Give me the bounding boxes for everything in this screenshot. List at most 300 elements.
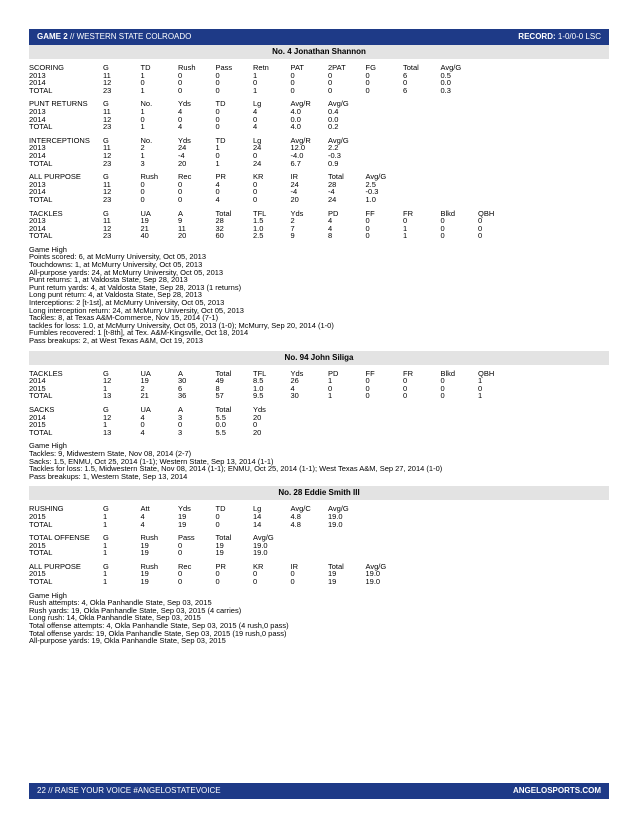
stats-table <box>29 505 366 528</box>
column-header: Blkd <box>440 208 456 218</box>
table-cell: 30 <box>290 391 299 401</box>
table-cell: 1 <box>103 420 108 430</box>
table-cell: TOTAL <box>29 158 53 168</box>
stats-table <box>29 137 366 167</box>
game-high-item: Tackles: 8, at Texas A&M-Commerce, Nov 15, 2014 (7-1) <box>29 313 219 323</box>
table-cell: 2013 <box>29 70 46 80</box>
game-high-item: Punt return yards: 4, at Valdosta State, Sep 28, 2013 (1 returns) <box>29 282 242 292</box>
column-header: PAT <box>290 63 304 72</box>
table-cell: 11 <box>103 216 111 226</box>
table-cell: 8.5 <box>253 376 264 386</box>
table-row <box>29 87 478 95</box>
table-cell: 0 <box>140 187 145 197</box>
table-cell: 2015 <box>29 420 46 430</box>
table-cell: 0 <box>440 223 445 233</box>
column-header: INTERCEPTIONS <box>29 135 90 145</box>
table-cell: 3 <box>178 412 183 422</box>
game-title <box>37 29 191 45</box>
column-header: Avg/G <box>365 561 387 571</box>
stats-table <box>29 173 403 203</box>
column-header: Avg/G <box>365 172 387 182</box>
table-cell: 0 <box>365 70 370 80</box>
table-cell: 0 <box>178 569 183 579</box>
table-cell: 0 <box>215 569 220 579</box>
table-cell: 23 <box>103 122 112 132</box>
table-cell: 24 <box>253 158 262 168</box>
table-cell: -0.3 <box>328 150 341 160</box>
column-header: Avg/C <box>290 504 311 514</box>
table-cell: 0 <box>328 70 333 80</box>
column-header: FR <box>403 208 413 218</box>
game-high-item: Rush attempts: 4, Okla Panhandle State, Sep 03, 2015 <box>29 598 212 608</box>
table-cell: 21 <box>140 391 149 401</box>
table-cell: 1 <box>478 391 483 401</box>
column-header: TACKLES <box>29 208 63 218</box>
table-cell: 0 <box>215 511 220 521</box>
column-header: TD <box>215 99 226 109</box>
column-header: Retn <box>253 63 269 72</box>
table-cell: TOTAL <box>29 85 53 95</box>
table-cell: 4 <box>328 216 333 226</box>
column-header: KR <box>253 561 264 571</box>
column-header: Total <box>403 63 419 72</box>
table-cell: -0.3 <box>365 187 379 197</box>
table-cell: 4 <box>178 122 183 132</box>
table-cell: 5.5 <box>215 412 226 422</box>
table-cell: 14 <box>253 519 262 529</box>
game-high-item: Pass breakups: 1, Western State, Sep 13, 2014 <box>29 471 188 481</box>
table-cell: TOTAL <box>29 519 53 529</box>
table-cell: 6 <box>403 85 408 95</box>
table-cell: 0 <box>365 78 370 88</box>
table-cell: 1 <box>103 540 108 550</box>
table-cell: 19.0 <box>253 548 268 558</box>
table-cell: 26 <box>290 376 299 386</box>
column-header: Rush <box>140 172 159 182</box>
table-cell: 0 <box>440 376 445 386</box>
table-cell: 12 <box>103 114 112 124</box>
header-bar <box>29 29 609 45</box>
table-cell: 0 <box>478 231 483 241</box>
table-cell: 14 <box>253 511 262 521</box>
table-cell: TOTAL <box>29 577 53 587</box>
column-header: Total <box>215 533 232 543</box>
table-header-row <box>29 505 366 513</box>
table-cell: 0 <box>140 78 145 88</box>
column-header: G <box>103 404 109 414</box>
column-header: PD <box>328 208 339 218</box>
table-row <box>29 429 291 437</box>
column-header: PD <box>328 368 339 378</box>
table-cell: 0 <box>178 187 183 197</box>
table-cell: 0 <box>440 231 445 241</box>
table-cell: TOTAL <box>29 231 53 241</box>
table-cell: 32 <box>215 223 224 233</box>
table-cell: 0.9 <box>328 158 339 168</box>
game-high-item: Touchdowns: 1, at McMurry University, Oct 05, 2013 <box>29 260 203 270</box>
table-cell: 0 <box>290 85 295 95</box>
column-header: UA <box>140 368 151 378</box>
table-cell: 0 <box>440 383 445 393</box>
table-cell: 4 <box>328 223 333 233</box>
column-header: Att <box>140 504 150 514</box>
table-cell: 0 <box>290 78 295 88</box>
column-header: A <box>178 208 184 218</box>
column-header: G <box>103 172 109 182</box>
record-label: RECORD: <box>518 32 556 41</box>
table-cell: 1 <box>328 391 333 401</box>
column-header: Avg/G <box>328 504 349 514</box>
column-header: G <box>103 99 109 109</box>
table-row <box>29 578 403 586</box>
table-cell: 20 <box>178 158 187 168</box>
column-header: TFL <box>253 368 267 378</box>
table-cell: 1 <box>478 376 483 386</box>
table-cell: 0 <box>253 187 258 197</box>
column-header: Blkd <box>440 368 456 378</box>
table-cell: 0 <box>440 391 445 401</box>
table-cell: 0 <box>365 216 370 226</box>
table-cell: 0 <box>403 376 408 386</box>
column-header: Rec <box>178 172 192 182</box>
game-high-item: Interceptions: 2 [t-1st], at McMurry University, Oct 05, 2013 <box>29 298 225 308</box>
table-cell: 19.0 <box>365 577 381 587</box>
table-cell: 0 <box>140 179 145 189</box>
table-cell: 2015 <box>29 511 46 521</box>
column-header: KR <box>253 172 264 182</box>
game-high-item: Long punt return: 4, at Valdosta State, Sep 28, 2013 <box>29 290 202 300</box>
table-cell: TOTAL <box>29 391 53 401</box>
table-cell: 19 <box>178 519 187 529</box>
table-cell: 8 <box>328 231 333 241</box>
table-cell: 36 <box>178 391 187 401</box>
game-high-item: tackles for loss: 1.0, at McMurry University, Oct 05, 2013 (1-0); McMurry, Sep 20, 2014 (1-0) <box>29 320 334 330</box>
table-cell: 9 <box>178 216 183 226</box>
table-cell: 0.4 <box>328 106 339 116</box>
column-header: G <box>103 504 109 514</box>
column-header: IR <box>290 172 298 182</box>
table-header-row <box>29 406 291 414</box>
column-header: TD <box>215 135 226 145</box>
table-row <box>29 521 366 529</box>
table-cell: 4 <box>140 511 145 521</box>
column-header: Rec <box>178 561 192 571</box>
stats-table <box>29 100 366 130</box>
table-cell: 0 <box>365 391 370 401</box>
table-cell: 0 <box>365 376 370 386</box>
table-cell: 1 <box>140 122 145 132</box>
table-cell: 20 <box>253 427 262 437</box>
game-high-item: Fumbles recovered: 1 [t-8th], at Tex. A&M-Kingsville, Oct 18, 2014 <box>29 328 249 338</box>
table-cell: 23 <box>103 231 112 241</box>
table-cell: 1 <box>403 231 408 241</box>
table-cell: 1 <box>140 70 145 80</box>
table-cell: 49 <box>215 376 224 386</box>
table-row <box>29 123 366 131</box>
table-cell: 0 <box>215 114 220 124</box>
column-header: Rush <box>140 533 159 543</box>
game-high-title: Game High <box>29 590 67 600</box>
column-header: Avg/G <box>328 135 349 145</box>
table-cell: 19 <box>140 569 149 579</box>
column-header: Yds <box>178 504 191 514</box>
table-cell: 19 <box>140 216 149 226</box>
table-cell: 2013 <box>29 106 46 116</box>
game-high-item: Pass breakups: 2, at West Texas A&M, Oct 19, 2013 <box>29 336 203 345</box>
table-cell: 1 <box>328 376 333 386</box>
stats-table <box>29 406 291 436</box>
table-cell: 23 <box>103 85 112 95</box>
table-row <box>29 421 291 429</box>
game-high-item: All-purpose yards: 19, Okla Panhandle State, Sep 03, 2015 <box>29 636 226 646</box>
table-cell: 0 <box>140 114 145 124</box>
table-cell: 0 <box>440 216 445 226</box>
table-cell: 1.0 <box>253 223 264 233</box>
column-header: QBH <box>478 208 495 218</box>
stats-table <box>29 64 478 94</box>
table-cell: 0 <box>478 216 483 226</box>
table-cell: 3 <box>140 158 145 168</box>
table-cell: 0 <box>253 114 258 124</box>
table-cell: 0 <box>365 223 370 233</box>
column-header: PR <box>215 561 226 571</box>
table-cell: 1 <box>253 70 258 80</box>
table-cell: 24 <box>253 143 262 153</box>
column-header: G <box>103 63 109 72</box>
column-header: A <box>178 404 184 414</box>
game-high-list <box>29 442 609 480</box>
table-header-row <box>29 534 291 542</box>
table-cell: 0 <box>215 577 220 587</box>
game-high-item: Long interception return: 24, at McMurry University, Oct 05, 2013 <box>29 305 244 315</box>
table-cell: TOTAL <box>29 427 53 437</box>
table-cell: 1 <box>103 577 108 587</box>
table-cell: 2014 <box>29 412 46 422</box>
table-cell: 0 <box>253 569 258 579</box>
table-row <box>29 152 366 160</box>
table-cell: 20 <box>253 412 262 422</box>
table-cell: 19 <box>328 569 337 579</box>
table-cell: 2013 <box>29 216 46 226</box>
table-cell: 2014 <box>29 187 46 197</box>
table-cell: 6 <box>178 383 183 393</box>
table-cell: 4.8 <box>290 519 301 529</box>
table-cell: 23 <box>103 194 112 204</box>
column-header: RUSHING <box>29 504 64 514</box>
table-cell: 24 <box>328 194 337 204</box>
table-cell: TOTAL <box>29 548 53 558</box>
column-header: FF <box>365 368 375 378</box>
table-cell: 0 <box>215 150 220 160</box>
table-cell: 12.0 <box>290 143 306 153</box>
table-cell: -4.0 <box>290 150 304 160</box>
table-cell: 1 <box>403 223 408 233</box>
column-header: QBH <box>478 368 495 378</box>
column-header: TOTAL OFFENSE <box>29 533 90 543</box>
table-cell: 11 <box>103 106 111 116</box>
column-header: FF <box>365 208 375 218</box>
table-cell: 0 <box>403 78 408 88</box>
table-cell: 0.5 <box>440 70 451 80</box>
table-cell: 1 <box>140 150 145 160</box>
column-header: G <box>103 561 109 571</box>
table-cell: 19 <box>140 577 149 587</box>
game-label: GAME 2 <box>37 32 68 41</box>
table-cell: 1.0 <box>365 194 376 204</box>
table-cell: 4 <box>215 194 220 204</box>
table-cell: 0 <box>140 194 145 204</box>
table-cell: TOTAL <box>29 194 53 204</box>
table-cell: 4 <box>140 519 145 529</box>
table-cell: 40 <box>140 231 149 241</box>
table-cell: 4 <box>253 106 258 116</box>
table-cell: 0.3 <box>440 85 451 95</box>
column-header: SCORING <box>29 63 65 72</box>
table-cell: 19.0 <box>328 511 343 521</box>
table-cell: 19 <box>215 540 224 550</box>
table-cell: 0 <box>365 383 370 393</box>
column-header: Lg <box>253 135 262 145</box>
table-cell: 2 <box>140 383 145 393</box>
table-cell: 12 <box>103 150 112 160</box>
record-value: 1-0/0-0 LSC <box>555 32 601 41</box>
table-cell: 4.0 <box>290 106 301 116</box>
column-header: IR <box>290 561 298 571</box>
column-header: Total <box>215 368 232 378</box>
table-cell: 20 <box>178 231 187 241</box>
table-cell: 0 <box>215 519 220 529</box>
table-cell: 0 <box>328 78 333 88</box>
table-cell: 4.8 <box>290 511 301 521</box>
table-cell: 0.0 <box>215 420 226 430</box>
table-cell: 0 <box>253 78 258 88</box>
game-high-item: Tackles: 9, Midwestern State, Nov 08, 2014 (2-7) <box>29 448 192 458</box>
table-cell: 12 <box>103 412 112 422</box>
table-cell: 4 <box>253 122 258 132</box>
table-cell: 28 <box>328 179 337 189</box>
table-row <box>29 144 366 152</box>
table-cell: 4 <box>215 179 220 189</box>
column-header: Yds <box>290 368 304 378</box>
table-cell: 6.7 <box>290 158 301 168</box>
column-header: G <box>103 135 109 145</box>
table-cell: TOTAL <box>29 122 53 132</box>
player-heading: No. 28 Eddie Smith III <box>29 486 609 500</box>
table-cell: 1 <box>215 158 220 168</box>
table-cell: 19 <box>140 376 149 386</box>
table-cell: 12 <box>103 223 112 233</box>
column-header: G <box>103 533 109 543</box>
column-header: UA <box>140 208 151 218</box>
table-cell: 1 <box>103 383 108 393</box>
table-cell: 0 <box>365 231 370 241</box>
table-cell: 57 <box>215 391 224 401</box>
table-cell: 2014 <box>29 78 46 88</box>
game-high-item: Tackles for loss: 1.5, Midwestern State, Nov 08, 2014 (1-1); ENMU, Oct 25, 2014 (1-1); West Texas A&M, Sep 27, 2014 (1-0) <box>29 464 443 474</box>
table-cell: 0 <box>253 194 258 204</box>
table-cell: 0 <box>178 85 183 95</box>
column-header: TD <box>140 63 151 72</box>
table-cell: 1 <box>253 85 258 95</box>
table-cell: 19.0 <box>365 569 381 579</box>
table-cell: 19 <box>140 540 149 550</box>
table-cell: 2 <box>140 143 145 153</box>
table-row <box>29 549 291 557</box>
table-cell: 8 <box>215 383 220 393</box>
table-cell: 2015 <box>29 540 46 550</box>
table-row <box>29 116 366 124</box>
column-header: FG <box>365 63 376 72</box>
table-cell: -4 <box>290 187 298 197</box>
table-cell: 0 <box>478 383 483 393</box>
table-cell: 1 <box>103 519 108 529</box>
table-cell: 0 <box>328 85 333 95</box>
table-cell: 0 <box>178 577 183 587</box>
column-header: Yds <box>253 404 266 414</box>
table-cell: 2014 <box>29 223 46 233</box>
table-cell: 23 <box>103 158 112 168</box>
table-cell: 0.0 <box>328 114 339 124</box>
game-high-item: Punt returns: 1, at Valdosta State, Sep 28, 2013 <box>29 275 188 285</box>
table-cell: 24 <box>178 143 187 153</box>
column-header: UA <box>140 404 151 414</box>
table-row <box>29 542 291 550</box>
table-cell: 4.0 <box>290 122 301 132</box>
column-header: ALL PURPOSE <box>29 172 81 182</box>
game-high-item: Points scored: 6, at McMurry University, Oct 05, 2013 <box>29 252 207 262</box>
game-high-item: Total offense yards: 19, Okla Panhandle State, Sep 03, 2015 (19 rush,0 pass) <box>29 628 287 638</box>
table-cell: 2.5 <box>365 179 376 189</box>
table-cell: 1 <box>103 511 108 521</box>
column-header: PR <box>215 172 226 182</box>
table-cell: 30 <box>178 376 187 386</box>
table-cell: 5.5 <box>215 427 226 437</box>
table-cell: 13 <box>103 391 112 401</box>
game-high-item: Rush yards: 19, Okla Panhandle State, Sep 03, 2015 (4 carries) <box>29 605 242 615</box>
table-cell: 1 <box>103 569 108 579</box>
table-cell: 0 <box>178 114 183 124</box>
game-high-item: All-purpose yards: 24, at McMurry University, Oct 05, 2013 <box>29 267 224 277</box>
column-header: TACKLES <box>29 368 63 378</box>
column-header: TFL <box>253 208 267 218</box>
table-cell: 2.2 <box>328 143 339 153</box>
column-header: Lg <box>253 504 262 514</box>
column-header: No. <box>140 99 153 109</box>
table-cell: 12 <box>103 78 112 88</box>
table-cell: 0.0 <box>440 78 451 88</box>
table-cell: 0.2 <box>328 122 339 132</box>
table-cell: 11 <box>103 179 111 189</box>
table-cell: 2013 <box>29 143 46 153</box>
game-high-title: Game High <box>29 441 67 451</box>
column-header: Total <box>328 172 344 182</box>
column-header: PUNT RETURNS <box>29 99 88 109</box>
table-cell: 4 <box>178 106 183 116</box>
table-cell: 4 <box>140 412 145 422</box>
table-cell: 19 <box>215 548 224 558</box>
player-heading: No. 4 Jonathan Shannon <box>29 45 609 59</box>
column-header: Rush <box>140 561 159 571</box>
table-row <box>29 414 291 422</box>
table-cell: 0 <box>403 391 408 401</box>
table-cell: 2014 <box>29 150 46 160</box>
table-cell: 60 <box>215 231 224 241</box>
game-high-item: Long rush: 14, Okla Panhandle State, Sep 03, 2015 <box>29 613 201 623</box>
table-cell: 6 <box>403 70 408 80</box>
table-cell: 0 <box>140 420 145 430</box>
table-cell: 3 <box>178 427 183 437</box>
column-header: Yds <box>290 208 304 218</box>
